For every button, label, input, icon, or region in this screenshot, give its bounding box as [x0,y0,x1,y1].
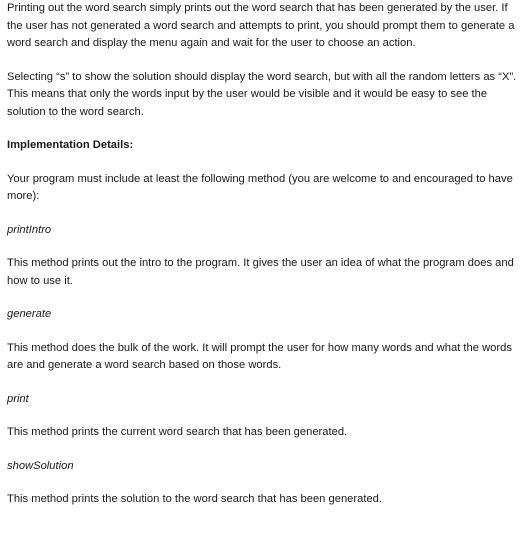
requirement-paragraph: Your program must include at least the following method (you are welcome to and encouraged to have more): [7,172,513,202]
method-name-generate: generate [7,308,52,320]
show-solution-paragraph: Selecting “s” to show the solution should display the word search, but with all the random letters as “X”. This means that only the words input by the user would be visible and it would be easy to see the solution to the word search. [7,70,517,118]
method-description-print: This method prints the current word search that has been generated. [7,426,348,438]
method-description-generate: This method does the bulk of the work. It will prompt the user for how many words and what the words are and generate a word search based on those words. [7,341,512,371]
document-body [7,0,525,509]
method-name-showsolution: showSolution [7,459,74,472]
method-description-showsolution: This method prints the solution to the word search that has been generated. [7,493,383,505]
implementation-heading: Implementation Details: [7,139,134,151]
method-name-printintro: printIntro [7,223,52,236]
print-paragraph: Printing out the word search simply prints out the word search that has been generated by the user. If the user has not generated a word search and attempts to print, you should prompt them to generate a word search and display the menu again and wait for the user to choose an action. [7,2,515,49]
method-name-print: print [7,392,29,405]
method-description-printintro: This method prints out the intro to the program. It gives the user an idea of what the program does and how to use it. [7,257,514,287]
